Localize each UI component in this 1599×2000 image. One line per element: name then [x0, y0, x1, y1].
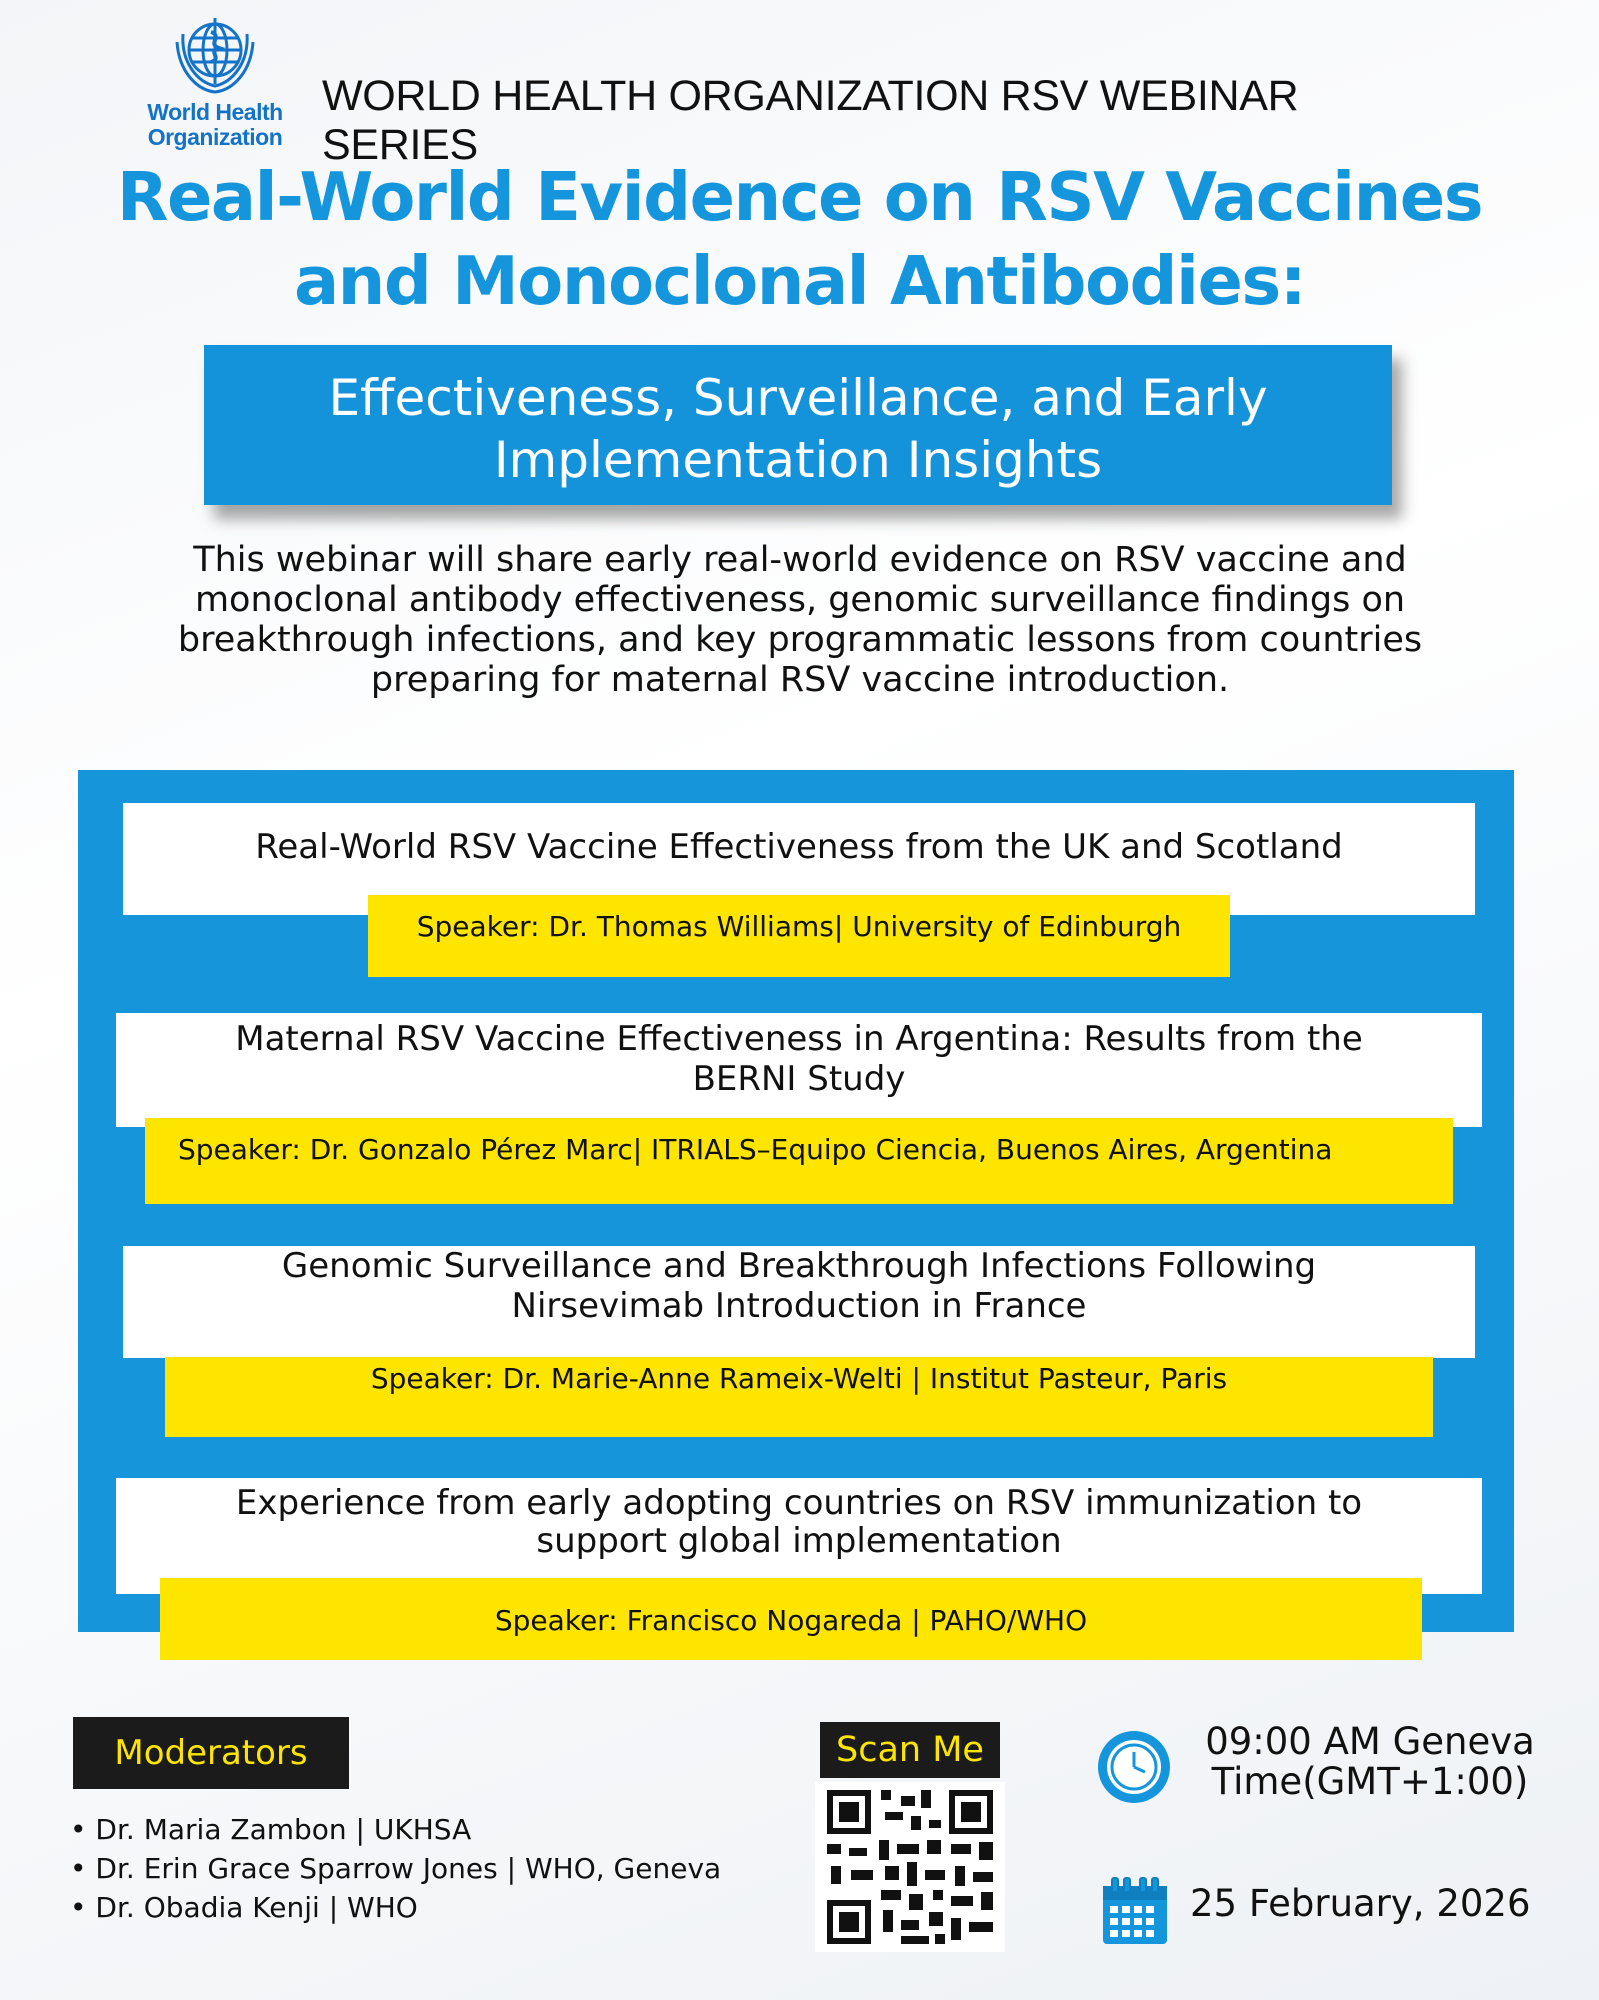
intro-line: monoclonal antibody effectiveness, genomic surveillance findings on: [194, 580, 1406, 620]
session-title-line: Genomic Surveillance and Breakthrough Infections Following: [281, 1246, 1317, 1286]
event-time: [1190, 1722, 1550, 1802]
subtitle-banner: [204, 345, 1392, 505]
session-title-line: Nirsevimab Introduction in France: [511, 1286, 1087, 1326]
scan-me-label: Scan Me: [820, 1722, 1000, 1778]
session-speaker-3: Speaker: Dr. Marie-Anne Rameix-Welti | Institut Pasteur, Paris: [165, 1357, 1433, 1437]
moderators-list: [70, 1810, 770, 1927]
subtitle-line1: Effectiveness, Surveillance, and Early: [328, 369, 1268, 427]
calendar-icon: [1100, 1876, 1170, 1952]
moderators-label: Moderators: [73, 1717, 349, 1789]
session-speaker-2: Speaker: Dr. Gonzalo Pérez Marc| ITRIALS–Equipo Ciencia, Buenos Aires, Argentina: [145, 1118, 1453, 1204]
session-speaker-1: Speaker: Dr. Thomas Williams| University of Edinburgh: [368, 895, 1230, 977]
session-title-2: [116, 1013, 1482, 1127]
session-title-line: support global implementation: [536, 1521, 1062, 1561]
session-title-line: Maternal RSV Vaccine Effectiveness in Argentina: Results from the: [235, 1019, 1363, 1059]
qr-code-icon[interactable]: [815, 1782, 1005, 1952]
session-title-3: [123, 1246, 1475, 1358]
event-time-line2: Time(GMT+1:00): [1211, 1760, 1529, 1803]
session-speaker-4: Speaker: Francisco Nogareda | PAHO/WHO: [160, 1578, 1422, 1660]
session-title-line: Real-World RSV Vaccine Effectiveness from the UK and Scotland: [255, 827, 1343, 867]
series-title: WORLD HEALTH ORGANIZATION RSV WEBINAR SERIES: [322, 72, 1299, 169]
moderator-item: • Dr. Maria Zambon | UKHSA: [70, 1813, 472, 1846]
event-time-line1: 09:00 AM Geneva: [1205, 1720, 1535, 1763]
clock-icon: [1095, 1728, 1173, 1810]
org-name-line2: Organization: [147, 124, 283, 150]
intro-line: breakthrough infections, and key programmatic lessons from countries: [177, 620, 1423, 660]
session-title-line: Experience from early adopting countries on RSV immunization to: [235, 1483, 1363, 1523]
main-title-line2: and Monoclonal Antibodies:: [293, 242, 1306, 320]
subtitle: [204, 367, 1392, 491]
intro-line: preparing for maternal RSV vaccine introduction.: [370, 660, 1230, 700]
main-title-line1: Real-World Evidence on RSV Vaccines: [116, 158, 1483, 236]
org-name-line1: World Health: [147, 99, 283, 125]
intro-line: This webinar will share early real-world evidence on RSV vaccine and: [193, 540, 1407, 580]
moderator-item: • Dr. Erin Grace Sparrow Jones | WHO, Geneva: [70, 1852, 722, 1885]
event-date: 25 February, 2026: [1190, 1882, 1531, 1925]
intro-text: [100, 540, 1500, 700]
who-logo: [140, 12, 290, 152]
session-title-line: BERNI Study: [692, 1059, 906, 1099]
org-name: [140, 100, 290, 150]
subtitle-line2: Implementation Insights: [493, 431, 1103, 489]
moderator-item: • Dr. Obadia Kenji | WHO: [70, 1891, 418, 1924]
session-title-4: [116, 1478, 1482, 1594]
who-emblem-icon: [167, 12, 263, 96]
